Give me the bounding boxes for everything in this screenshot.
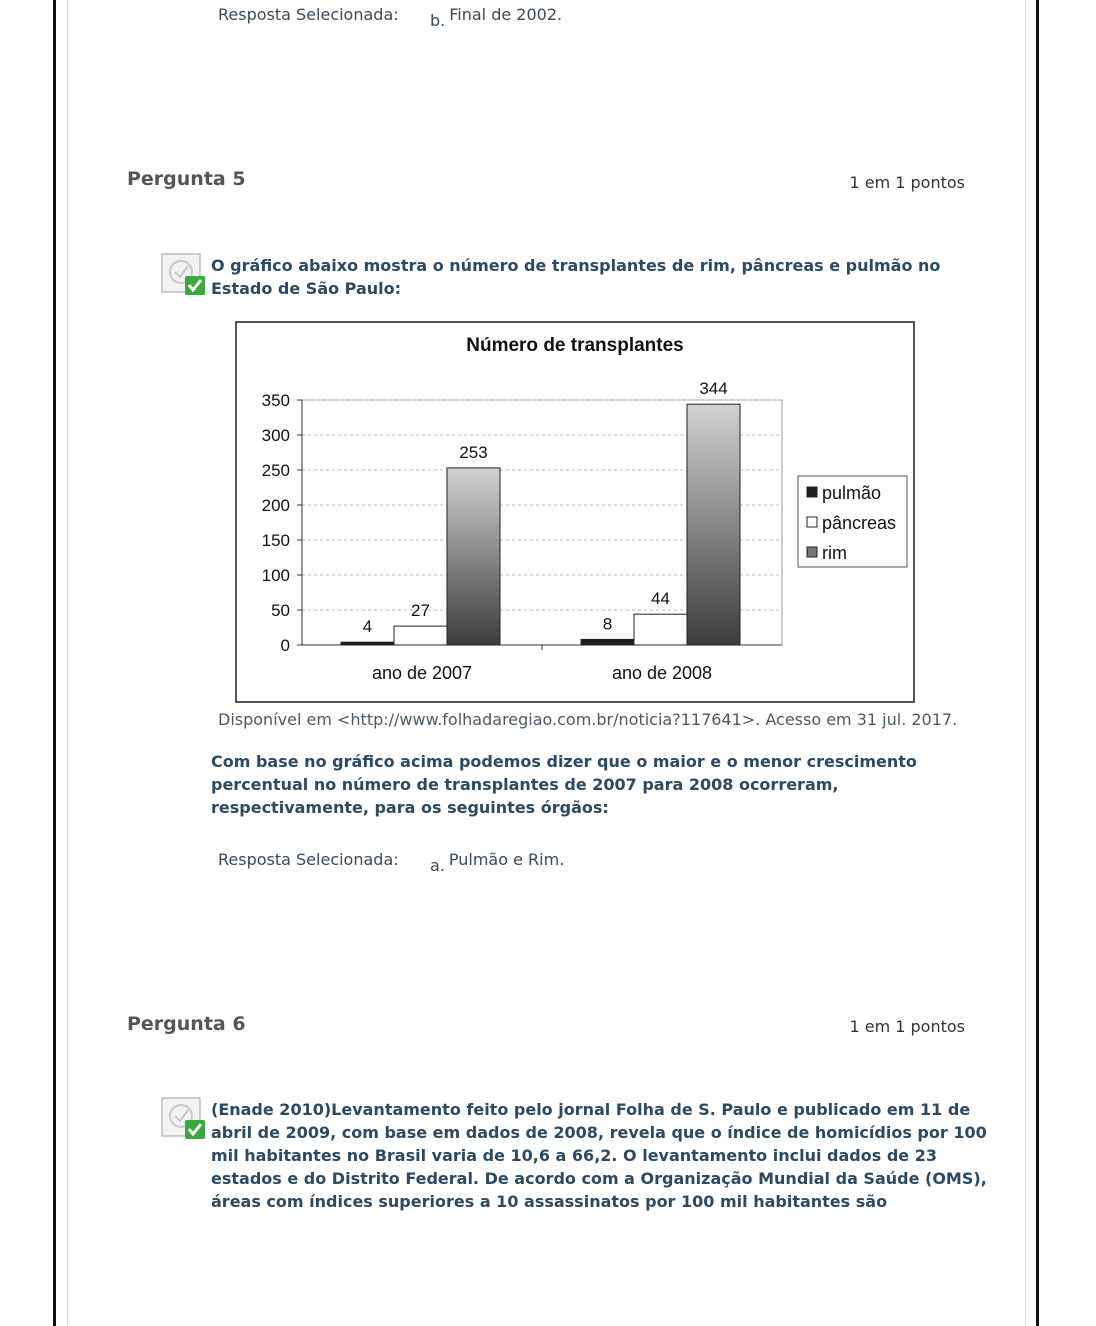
x-category-label: ano de 2008: [611, 663, 713, 683]
answer-letter: a.: [430, 856, 445, 875]
question-5-points: 1 em 1 pontos: [849, 173, 965, 192]
content-border-right: [1025, 0, 1026, 1326]
question-5-text: [211, 254, 940, 300]
y-tick-label: 0: [280, 636, 290, 655]
legend-swatch: [807, 487, 817, 497]
answer-label: Resposta Selecionada:: [218, 850, 399, 869]
question-6-line: abril de 2009, com base em dados de 2008, revela que o índice de homicídios por 100: [211, 1123, 987, 1142]
bar-pulmão: [341, 642, 394, 645]
chart-source: Disponível em <http://www.folhadaregiao.com.br/noticia?117641>. Acesso em 31 jul. 2017.: [218, 710, 958, 729]
chart-title: Número de transplantes: [466, 335, 684, 356]
bar-rim: [687, 404, 740, 645]
bar-pâncreas: [394, 626, 447, 645]
previous-answer-row: [218, 5, 563, 30]
bar-value-label: 253: [459, 442, 488, 462]
answer-label: Resposta Selecionada:: [218, 5, 399, 24]
y-tick-label: 100: [261, 566, 290, 585]
question-5-prompt-line: percentual no número de transplantes de 2007 para 2008 ocorreram,: [211, 775, 839, 794]
y-tick-label: 250: [261, 461, 290, 480]
transplant-chart: [235, 321, 915, 703]
y-tick-label: 150: [261, 531, 290, 550]
correct-answer-icon: [161, 252, 207, 296]
correct-answer-icon: [161, 1096, 207, 1140]
question-6-title: Pergunta 6: [127, 1013, 246, 1035]
question-5-prompt-line: respectivamente, para os seguintes órgãos:: [211, 798, 609, 817]
answer-value: Final de 2002.: [449, 5, 563, 24]
y-tick-label: 50: [271, 601, 290, 620]
legend-label: pulmão: [822, 483, 882, 503]
question-5-answer-row: [218, 850, 565, 875]
legend-label: rim: [822, 543, 847, 563]
question-6-points: 1 em 1 pontos: [849, 1017, 965, 1036]
answer-value: Pulmão e Rim.: [448, 850, 565, 869]
legend-swatch: [807, 517, 817, 527]
bar-value-label: 27: [411, 601, 430, 621]
bar-pulmão: [581, 639, 634, 645]
legend-swatch: [807, 547, 817, 557]
y-tick-label: 200: [261, 496, 290, 515]
question-6-line: estados e do Distrito Federal. De acordo com a Organização Mundial da Saúde (OMS),: [211, 1169, 987, 1188]
content-border-left: [67, 0, 68, 1326]
question-5-prompt-line: Com base no gráfico acima podemos dizer que o maior e o menor crescimento: [211, 752, 917, 771]
bar-rim: [447, 468, 500, 645]
question-6-text: [211, 1098, 987, 1213]
question-5-line: Estado de São Paulo:: [211, 279, 402, 298]
bar-value-label: 8: [602, 614, 613, 634]
y-tick-label: 350: [261, 391, 290, 410]
bar-value-label: 344: [699, 379, 728, 399]
page-border-right: [1036, 0, 1039, 1326]
legend-label: pâncreas: [822, 513, 897, 533]
question-5-line: O gráfico abaixo mostra o número de transplantes de rim, pâncreas e pulmão no: [211, 256, 941, 275]
bar-value-label: 44: [651, 589, 670, 609]
y-tick-label: 300: [261, 426, 290, 445]
bar-value-label: 4: [362, 617, 373, 637]
x-category-label: ano de 2007: [371, 663, 473, 683]
question-6-line: áreas com índices superiores a 10 assassinatos por 100 mil habitantes são: [211, 1192, 888, 1211]
question-5-prompt: [211, 750, 917, 819]
question-6-line: (Enade 2010)Levantamento feito pelo jornal Folha de S. Paulo e publicado em 11 de: [211, 1100, 971, 1119]
answer-letter: b.: [430, 11, 446, 30]
bar-pâncreas: [634, 614, 687, 645]
question-5-title: Pergunta 5: [127, 168, 246, 190]
question-6-line: mil habitantes no Brasil varia de 10,6 a 66,2. O levantamento inclui dados de 23: [211, 1146, 937, 1165]
page-border-left: [53, 0, 56, 1326]
